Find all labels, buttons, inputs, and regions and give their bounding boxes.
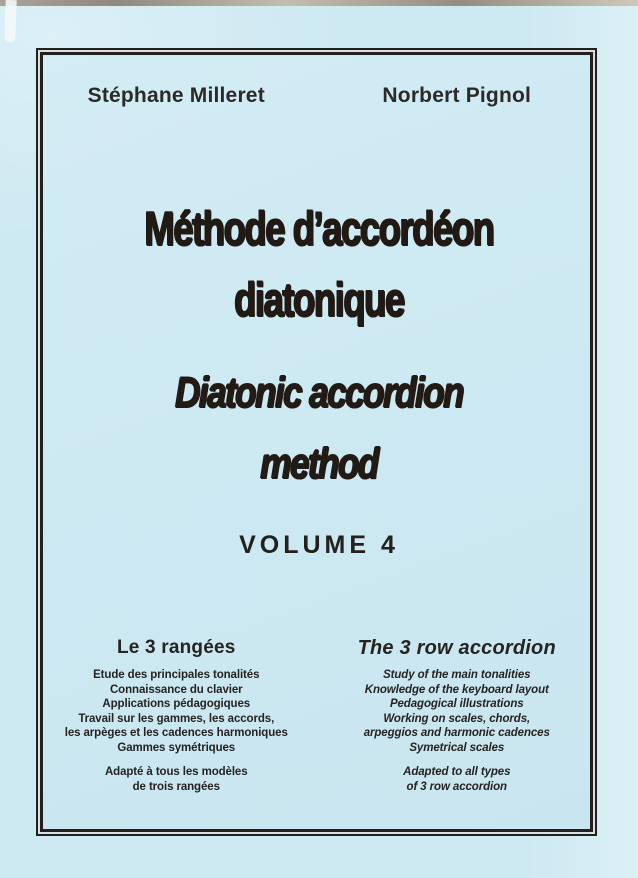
french-column-line: Connaissance du clavier (109, 683, 243, 696)
english-column-footer (317, 765, 598, 794)
french-column-lines (36, 668, 317, 755)
english-column (317, 638, 598, 794)
title-french (70, 193, 568, 335)
french-column-line: Etude des principales tonalités (93, 669, 260, 681)
authors-row (36, 84, 597, 108)
title-english-line1: Diatonic accordion (175, 369, 463, 417)
french-column-footer (36, 765, 317, 794)
french-column-line: Applications pédagogiques (102, 698, 251, 710)
english-column-line: Study of the main tonalities (383, 669, 531, 681)
title-english (57, 358, 580, 500)
french-column-line: Gammes symétriques (117, 741, 236, 754)
english-column-line: Symetrical scales (409, 741, 505, 754)
french-column-line: les arpèges et les cadences harmoniques (64, 727, 288, 739)
english-column-line: arpeggios and harmonic cadences (363, 727, 550, 739)
title-english-line2: method (260, 440, 378, 488)
title-french-line1: Méthode d’accordéon (144, 202, 494, 255)
french-column-line: Travail sur les gammes, les accords, (78, 712, 275, 725)
volume-label: VOLUME 4 (239, 531, 399, 559)
scan-corner-highlight (4, 0, 16, 42)
english-column-line: Working on scales, chords, (383, 712, 531, 725)
english-column-footer-line: of 3 row accordion (406, 780, 507, 793)
english-column-line: Pedagogical illustrations (389, 698, 524, 710)
english-column-footer-line: Adapted to all types (403, 766, 511, 778)
english-column-lines (317, 668, 598, 755)
title-french-line2: diatonique (234, 273, 404, 326)
french-column-header: Le 3 rangées (116, 637, 236, 658)
french-column-footer-line: Adapté à tous les modèles (104, 766, 248, 778)
english-column-line: Knowledge of the keyboard layout (364, 683, 549, 696)
author-left: Stéphane Milleret (87, 84, 265, 107)
french-column (36, 638, 317, 794)
french-column-footer-line: de trois rangées (132, 780, 220, 793)
english-column-header: The 3 row accordion (357, 637, 556, 659)
author-right: Norbert Pignol (382, 84, 532, 107)
description-columns (36, 638, 597, 794)
scan-edge-artifact (0, 0, 638, 6)
